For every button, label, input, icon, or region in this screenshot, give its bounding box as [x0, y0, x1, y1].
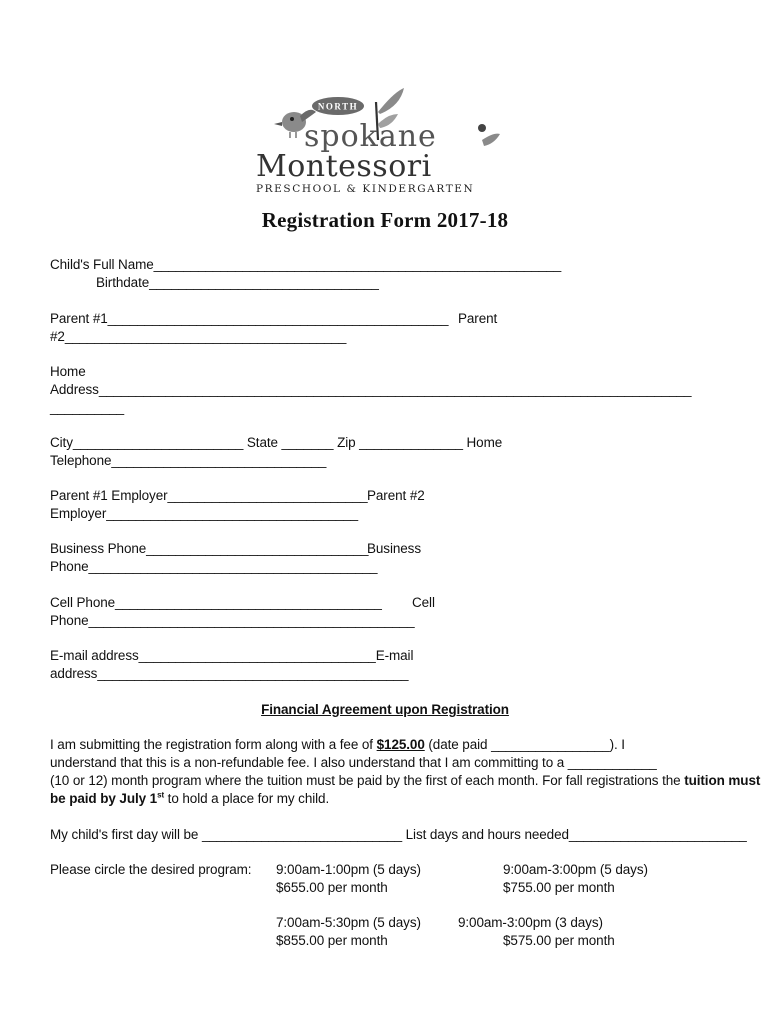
north-badge	[312, 97, 364, 115]
cell-phone2-label: Cell	[412, 595, 435, 610]
program-option-1[interactable]	[276, 861, 421, 897]
fee-amount: $125.00	[376, 737, 425, 752]
business-phone2-label: Business	[367, 541, 421, 556]
program-option-2[interactable]	[503, 861, 648, 897]
logo-line1: spokane	[304, 119, 437, 154]
program-hours: 9:00am-3:00pm (3 days)	[458, 915, 603, 930]
program-hours: 7:00am-5:30pm (5 days)	[276, 915, 421, 930]
tuition-deadline: be paid by July 1	[50, 791, 158, 806]
program-price: $755.00 per month	[503, 880, 615, 895]
program-price: $855.00 per month	[276, 933, 388, 948]
agreement-paragraph-line2: understand that this is a non-refundable fee. I also understand that I am committing to a ____________	[50, 755, 657, 770]
date-paid-field[interactable]: (date paid ________________). I	[424, 737, 625, 752]
home-telephone-field[interactable]: Telephone_____________________________	[50, 453, 327, 468]
birthdate-field[interactable]: Birthdate_______________________________	[96, 275, 379, 290]
cell-phone-field[interactable]: Cell Phone____________________________________	[50, 595, 382, 610]
parent1-field[interactable]: Parent #1______________________________________________	[50, 311, 449, 326]
home-address-field[interactable]: Address________________________________________________________________________________	[50, 382, 692, 397]
city-state-zip-field[interactable]: City_______________________ State _______ Zip ______________ Home	[50, 435, 503, 450]
parent2-employer-label: Parent #2	[367, 488, 425, 503]
logo-tagline: PRESCHOOL & KINDERGARTEN	[256, 183, 475, 195]
north-text: NORTH	[317, 101, 359, 112]
program-option-4[interactable]	[458, 914, 615, 950]
first-day-field[interactable]: My child's first day will be ___________________________ List days and hours needed________________________	[50, 827, 747, 842]
tuition-emphasis: tuition must	[684, 773, 761, 788]
school-logo	[246, 84, 502, 196]
circle-program-label: Please circle the desired program:	[50, 862, 252, 877]
business-phone-field[interactable]: Business Phone______________________________	[50, 541, 369, 556]
program-option-3[interactable]	[276, 914, 421, 950]
parent2-label: Parent	[458, 311, 498, 326]
agreement-text: to hold a place for my child.	[164, 791, 330, 806]
agreement-paragraph-line1	[50, 736, 625, 754]
program-price: $575.00 per month	[503, 933, 615, 948]
agreement-text: (10 or 12) month program where the tuition must be paid by the first of each month. For fall registrations the	[50, 773, 685, 788]
home-address-field-cont[interactable]: __________	[50, 400, 125, 415]
email2-field[interactable]: address__________________________________________	[50, 666, 409, 681]
program-hours: 9:00am-3:00pm (5 days)	[503, 862, 648, 877]
agreement-paragraph-line4	[50, 790, 329, 808]
cell-phone2-field[interactable]: Phone____________________________________________	[50, 613, 415, 628]
page-title: Registration Form 2017-18	[261, 208, 509, 232]
program-hours: 9:00am-1:00pm (5 days)	[276, 862, 421, 877]
agreement-text: I am submitting the registration form along with a fee of	[50, 737, 377, 752]
logo-line2: Montessori	[256, 149, 432, 184]
parent2-employer-field[interactable]: Employer__________________________________	[50, 506, 359, 521]
email-field[interactable]: E-mail address________________________________E-mail	[50, 648, 414, 663]
agreement-paragraph-line3	[50, 772, 760, 790]
ordinal-suffix: st	[157, 790, 165, 800]
home-address-label: Home	[50, 364, 86, 379]
financial-agreement-heading: Financial Agreement upon Registration	[261, 702, 509, 717]
child-name-field[interactable]: Child's Full Name_______________________________________________________	[50, 257, 562, 272]
parent2-field[interactable]: #2______________________________________	[50, 329, 347, 344]
parent1-employer-field[interactable]: Parent #1 Employer___________________________	[50, 488, 368, 503]
program-price: $655.00 per month	[276, 880, 388, 895]
business-phone2-field[interactable]: Phone_______________________________________	[50, 559, 378, 574]
